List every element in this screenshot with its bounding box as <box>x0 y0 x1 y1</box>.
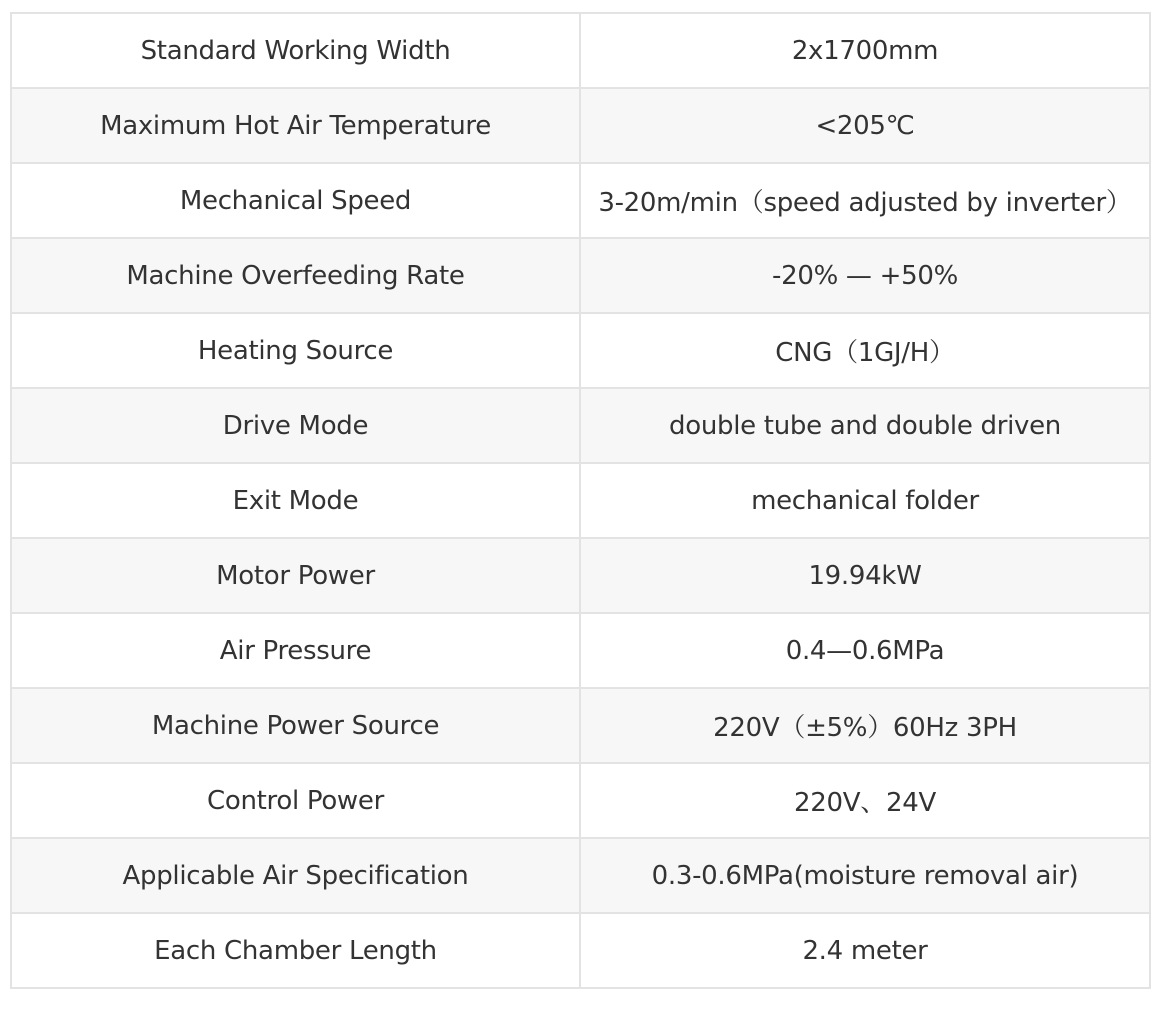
spec-label: Mechanical Speed <box>11 163 580 238</box>
table-row <box>11 913 1150 988</box>
table-row <box>11 463 1150 538</box>
spec-table-body <box>11 13 1150 988</box>
spec-value: 2.4 meter <box>580 913 1150 988</box>
spec-value: 0.4—0.6MPa <box>580 613 1150 688</box>
spec-value: 3-20m/min（speed adjusted by inverter） <box>580 163 1150 238</box>
spec-label: Machine Power Source <box>11 688 580 763</box>
table-row <box>11 163 1150 238</box>
spec-label: Exit Mode <box>11 463 580 538</box>
spec-label: Applicable Air Specification <box>11 838 580 913</box>
spec-label: Heating Source <box>11 313 580 388</box>
table-row <box>11 13 1150 88</box>
spec-value: mechanical folder <box>580 463 1150 538</box>
table-row <box>11 613 1150 688</box>
spec-value: 2x1700mm <box>580 13 1150 88</box>
spec-label: Air Pressure <box>11 613 580 688</box>
spec-label: Each Chamber Length <box>11 913 580 988</box>
spec-value: <205℃ <box>580 88 1150 163</box>
spec-label: Maximum Hot Air Temperature <box>11 88 580 163</box>
spec-value: 220V（±5%）60Hz 3PH <box>580 688 1150 763</box>
spec-table <box>10 12 1151 989</box>
spec-value: -20% — +50% <box>580 238 1150 313</box>
table-row <box>11 763 1150 838</box>
spec-label: Standard Working Width <box>11 13 580 88</box>
spec-value: 0.3-0.6MPa(moisture removal air) <box>580 838 1150 913</box>
spec-label: Drive Mode <box>11 388 580 463</box>
spec-label: Machine Overfeeding Rate <box>11 238 580 313</box>
spec-value: double tube and double driven <box>580 388 1150 463</box>
spec-label: Control Power <box>11 763 580 838</box>
table-row <box>11 388 1150 463</box>
spec-label: Motor Power <box>11 538 580 613</box>
table-row <box>11 538 1150 613</box>
spec-value: 220V、24V <box>580 763 1150 838</box>
table-row <box>11 238 1150 313</box>
table-row <box>11 313 1150 388</box>
spec-value: CNG（1GJ/H） <box>580 313 1150 388</box>
table-row <box>11 838 1150 913</box>
table-row <box>11 88 1150 163</box>
spec-value: 19.94kW <box>580 538 1150 613</box>
table-row <box>11 688 1150 763</box>
